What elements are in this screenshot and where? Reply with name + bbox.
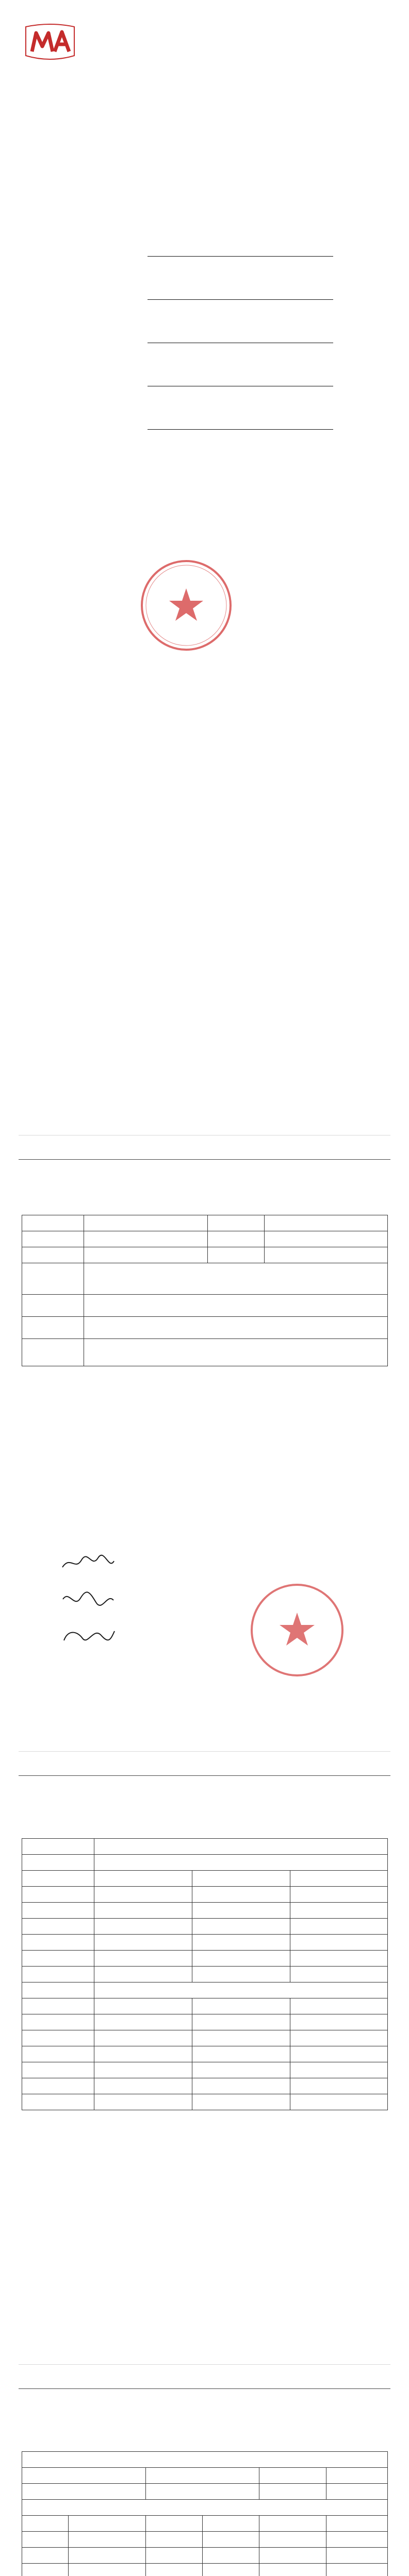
cell [22,1951,94,1967]
cell [22,2078,94,2094]
table-row [22,1215,388,1231]
cell [192,2014,290,2030]
cell [192,2078,290,2094]
info-page [19,1135,390,1752]
cell [94,1967,192,1982]
cell [94,2030,192,2046]
cell [94,1855,388,1871]
header-divider [19,1159,390,1160]
cell [290,1935,388,1951]
info-value [265,1231,388,1247]
cell [192,1871,290,1887]
signature-icon [60,1589,117,1609]
cover-field [60,329,349,372]
cell [290,1951,388,1967]
cell [94,1935,192,1951]
cell [259,2532,326,2548]
sampling-page [19,2364,390,2576]
cell [192,2046,290,2062]
info-table [22,1215,388,1366]
info-value [84,1295,388,1317]
table-row [22,1263,388,1295]
cell [22,2548,69,2564]
cell [290,1967,388,1982]
cell [290,2030,388,2046]
table-row [22,2532,388,2548]
table-row [22,1998,388,2014]
cell [94,2014,192,2030]
cell [259,2484,326,2500]
cell [290,1887,388,1903]
info-label [22,1231,84,1247]
header-divider [19,1775,390,1776]
info-value [84,1317,388,1339]
cell [94,2062,192,2078]
cell [22,1998,94,2014]
info-label [22,1339,84,1366]
cell [94,2046,192,2062]
table-row [22,2516,388,2532]
cell [22,1887,94,1903]
info-label [22,1247,84,1263]
info-label [208,1247,265,1263]
cell [22,2468,146,2484]
cell [290,1919,388,1935]
info-value [84,1247,208,1263]
cell [146,2516,203,2532]
signature-icon [60,1553,117,1573]
cover-field [60,372,349,415]
inspection-stamp-icon [246,1579,349,1682]
cell [22,1919,94,1935]
results-table [22,1838,388,2110]
table-row [22,1247,388,1263]
info-value [84,1263,388,1295]
cell [192,1919,290,1935]
sampling-table [22,2451,388,2576]
cell [203,2564,259,2576]
cell [146,2484,259,2500]
table-row [22,1231,388,1247]
cell [192,2062,290,2078]
cover-field [60,415,349,459]
cell [290,1871,388,1887]
table-row [22,1951,388,1967]
field-value [148,255,333,257]
cell [94,2078,192,2094]
cell [326,2564,388,2576]
table-row [22,2062,388,2078]
cell [69,2548,146,2564]
cell [326,2532,388,2548]
cover-field [60,242,349,285]
results-page [19,1751,390,2365]
field-value [148,428,333,430]
info-value [84,1231,208,1247]
table-row [22,1295,388,1317]
table-row [22,2564,388,2576]
cover-fields [60,242,349,459]
table-row [22,1967,388,1982]
table-row [22,2468,388,2484]
table-row [22,1903,388,1919]
cell [290,2094,388,2110]
cell [94,1982,388,1998]
cell [192,1887,290,1903]
cell [22,2452,388,2468]
cell [146,2548,203,2564]
signature-block [24,1553,385,1687]
table-row [22,1339,388,1366]
table-row [22,1982,388,1998]
cover-field [60,285,349,329]
cell [22,2046,94,2062]
cell [22,2484,146,2500]
cell [94,1919,192,1935]
info-label [22,1215,84,1231]
table-row [22,1855,388,1871]
info-value [265,1247,388,1263]
cell [326,2484,388,2500]
cell [22,1839,94,1855]
cell [22,2014,94,2030]
info-label [22,1263,84,1295]
cell [192,1998,290,2014]
table-row [22,1887,388,1903]
mst-logo [277,41,385,59]
cell [69,2564,146,2576]
cell [192,1951,290,1967]
table-row [22,2046,388,2062]
declaration-list [33,783,373,784]
cell [192,1935,290,1951]
cell [290,2046,388,2062]
table-row [22,2014,388,2030]
cell [192,1903,290,1919]
cell [192,2094,290,2110]
cell [22,1967,94,1982]
cell [290,2014,388,2030]
table-row [22,2484,388,2500]
page-header [19,1149,390,1158]
cell [94,1839,388,1855]
table-row [22,2030,388,2046]
cell [94,1903,192,1919]
signature-icon [60,1625,117,1646]
table-row [22,1871,388,1887]
cell [22,2062,94,2078]
cell [259,2548,326,2564]
table-row [22,2500,388,2516]
table-row [22,2452,388,2468]
table-row [22,1935,388,1951]
cell [22,1855,94,1871]
info-label [208,1215,265,1231]
field-value [148,341,333,343]
cell [69,2532,146,2548]
cell [22,2500,388,2516]
table-row [22,1839,388,1855]
cell [203,2516,259,2532]
cell [146,2468,259,2484]
field-value [148,384,333,386]
cell [22,2516,69,2532]
cell [22,1935,94,1951]
company-seal-icon [137,556,235,654]
cell [94,1887,192,1903]
table-row [22,2094,388,2110]
cell [203,2532,259,2548]
info-value [84,1339,388,1366]
info-value [265,1215,388,1231]
info-value [84,1215,208,1231]
page-header [19,1765,390,1774]
cell [192,1967,290,1982]
cell [259,2564,326,2576]
cell [94,1998,192,2014]
cell [22,2532,69,2548]
cell [326,2516,388,2532]
info-label [22,1295,84,1317]
cell [22,2094,94,2110]
table-row [22,1317,388,1339]
cell [259,2468,326,2484]
field-value [148,298,333,300]
cell [22,2030,94,2046]
cell [22,1871,94,1887]
cell [94,1871,192,1887]
cell [69,2516,146,2532]
cell [94,1951,192,1967]
info-label [22,1317,84,1339]
cell [259,2516,326,2532]
cell [290,2062,388,2078]
cell [146,2532,203,2548]
cell [290,1903,388,1919]
table-row [22,2078,388,2094]
cell [94,2094,192,2110]
cell [22,1903,94,1919]
cma-logo-icon [22,24,78,62]
cover-page [19,0,390,1135]
cell [22,2564,69,2576]
cell [326,2548,388,2564]
cell [290,1998,388,2014]
info-label [208,1231,265,1247]
cell [203,2548,259,2564]
cell [326,2468,388,2484]
cell [192,2030,290,2046]
cell [146,2564,203,2576]
cell [22,1982,94,1998]
cell [290,2078,388,2094]
table-row [22,2548,388,2564]
header-divider [19,2388,390,2389]
table-row [22,1919,388,1935]
page-header [19,2378,390,2387]
